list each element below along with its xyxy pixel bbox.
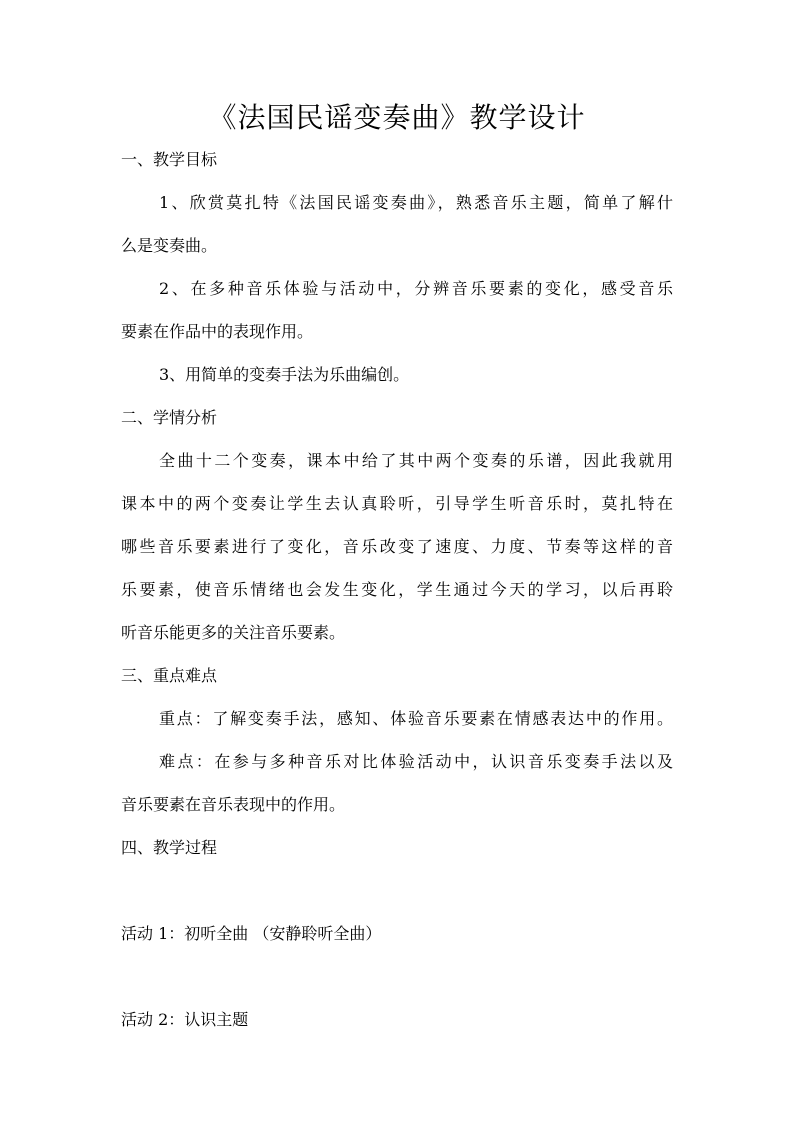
analysis-line-1: 全曲十二个变奏，课本中给了其中两个变奏的乐谱，因此我就用 — [159, 451, 673, 470]
section-heading-analysis: 二、学情分析 — [121, 408, 218, 427]
analysis-line-5: 听音乐能更多的关注音乐要素。 — [121, 623, 346, 642]
analysis-line-4: 乐要素，使音乐情绪也会发生变化，学生通过今天的学习，以后再聆 — [121, 580, 673, 599]
objective-1-line-2: 么是变奏曲。 — [121, 236, 218, 255]
analysis-line-3: 哪些音乐要素进行了变化，音乐改变了速度、力度、节奏等这样的音 — [121, 537, 673, 556]
document-title: 《法国民谣变奏曲》教学设计 — [208, 101, 586, 134]
objective-1-line-1: 1、欣赏莫扎特《法国民谣变奏曲》，熟悉音乐主题，简单了解什 — [159, 193, 673, 212]
activity-1: 活动 1：初听全曲 （安静聆听全曲） — [121, 924, 382, 943]
section-heading-process: 四、教学过程 — [121, 838, 218, 857]
section-heading-key-points: 三、重点难点 — [121, 666, 218, 685]
analysis-line-2: 课本中的两个变奏让学生去认真聆听，引导学生听音乐时，莫扎特在 — [121, 494, 673, 513]
difficulty-line-1: 难点：在参与多种音乐对比体验活动中，认识音乐变奏手法以及 — [159, 752, 673, 771]
activity-2: 活动 2：认识主题 — [121, 1010, 249, 1029]
section-heading-objectives: 一、教学目标 — [121, 150, 218, 169]
difficulty-line-2: 音乐要素在音乐表现中的作用。 — [121, 795, 346, 814]
objective-2-line-1: 2、在多种音乐体验与活动中，分辨音乐要素的变化，感受音乐 — [159, 279, 673, 298]
key-point-line-1: 重点：了解变奏手法，感知、体验音乐要素在情感表达中的作用。 — [159, 709, 673, 728]
objective-3-line-1: 3、用简单的变奏手法为乐曲编创。 — [159, 365, 410, 384]
objective-2-line-2: 要素在作品中的表现作用。 — [121, 322, 314, 341]
